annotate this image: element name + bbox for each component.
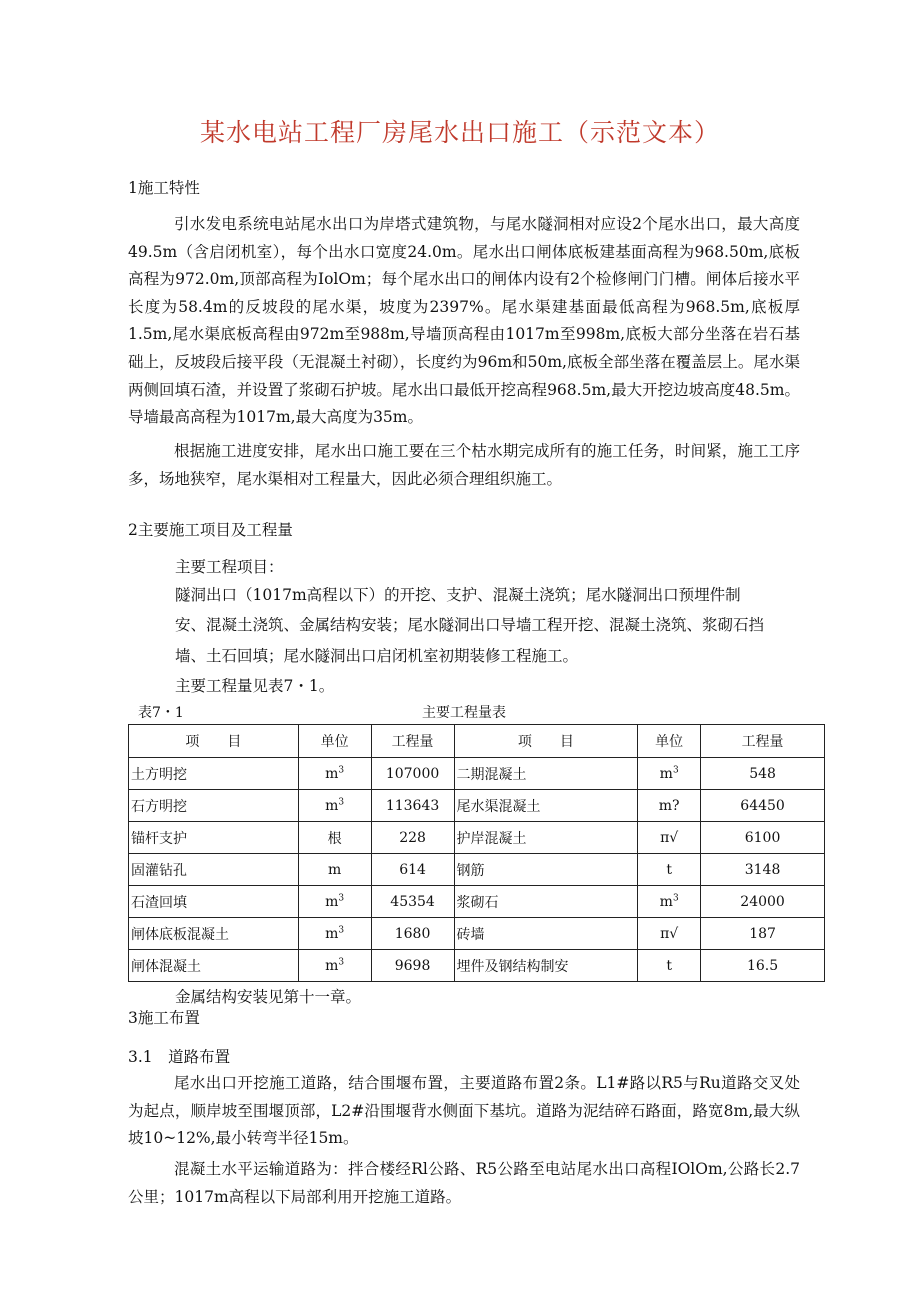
header-quantity: 工程量 (701, 725, 825, 758)
quantity-cell (701, 822, 825, 854)
unit-cell-text: m (328, 861, 342, 878)
unit-cell (638, 758, 701, 790)
table-row (129, 822, 825, 854)
item-cell-text: 闸体底板混凝土 (131, 926, 229, 943)
unit-cell-text: m? (658, 797, 680, 814)
quantity-cell (701, 854, 825, 886)
quantity-cell (701, 950, 825, 982)
item-cell (454, 950, 638, 982)
quantity-cell (371, 854, 454, 886)
item-cell-text: 闸体混凝土 (131, 958, 201, 975)
unit-cell (638, 822, 701, 854)
quantity-cell-text: 614 (399, 861, 426, 878)
unit-superscript: 3 (338, 892, 345, 903)
unit-superscript: 3 (672, 764, 679, 775)
header-item: 项 目 (129, 725, 299, 758)
after-table-note: 金属结构安装见第十一章。 (175, 988, 362, 1006)
unit-cell (298, 822, 371, 854)
header-unit: 单位 (298, 725, 371, 758)
header-unit: 单位 (638, 725, 701, 758)
unit-cell-text: m (325, 925, 339, 942)
quantity-cell-text: 3148 (744, 861, 781, 878)
unit-cell (298, 950, 371, 982)
table-title: 主要工程量表 (422, 705, 506, 721)
item-cell (129, 758, 299, 790)
table-header-row (129, 725, 825, 758)
section-3-1-heading: 3.1 道路布置 (128, 1048, 231, 1066)
unit-cell-text: t (666, 861, 672, 878)
quantity-cell-text: 548 (749, 765, 776, 782)
unit-cell (298, 886, 371, 918)
quantity-cell (371, 950, 454, 982)
quantities-table (128, 724, 825, 982)
quantity-cell-text: 107000 (385, 765, 440, 782)
item-cell-text: 土方明挖 (131, 766, 187, 783)
item-cell (454, 918, 638, 950)
table-number: 表7・1 (138, 705, 184, 721)
unit-superscript: 3 (338, 956, 345, 967)
section-3-paragraph-2: 混凝土水平运输道路为：拌合楼经Rl公路、R5公路至电站尾水出口高程IOlOm,公路长2.7公里；1017m高程以下局部利用开挖施工道路。 (128, 1160, 800, 1206)
quantity-cell-text: 113643 (385, 797, 440, 814)
unit-cell-text: m (325, 797, 339, 814)
item-cell (129, 790, 299, 822)
unit-cell (298, 854, 371, 886)
unit-cell (638, 918, 701, 950)
unit-cell-text: m (659, 893, 673, 910)
item-cell-text: 砖墙 (456, 926, 485, 943)
item-cell-text: 尾水渠混凝土 (456, 798, 541, 815)
quantity-cell (371, 886, 454, 918)
table-row (129, 790, 825, 822)
quantity-cell (371, 918, 454, 950)
table-reference: 主要工程量见表7・1。 (175, 677, 335, 695)
item-cell-text: 埋件及钢结构制安 (456, 958, 569, 975)
section-1-paragraph-1: 引水发电系统电站尾水出口为岸塔式建筑物，与尾水隧洞相对应设2个尾水出口，最大高度49.5m（含启闭机室），每个出水口宽度24.0m。尾水出口闸体底板建基面高程为968.50m,底板高程为972.0m,顶部高程为IolOm；每个尾水出口的闸体内设有2个检修闸门门槽。闸体后接水平长度为58.4m的反坡段的尾水渠，坡度为2397%。尾水渠建基面最低高程为968.5m,底板厚1.5m,尾水渠底板高程由972m至988m,导墙顶高程由1017m至998m,底板大部分坐落在岩石基础上，反坡段后接平段（无混凝土衬砌），长度约为96m和50m,底板全部坐落在覆盖层上。尾水渠两侧回填石渣，并设置了浆砌石护坡。尾水出口最低开挖高程968.5m,最大开挖边坡高度48.5m。导墙最高高程为1017m,最大高度为35m。 (128, 215, 800, 427)
unit-superscript: 3 (338, 796, 345, 807)
unit-superscript: 3 (338, 764, 345, 775)
quantity-cell-text: 228 (399, 829, 426, 846)
quantity-cell-text: 45354 (390, 893, 435, 910)
item-cell-text: 锚杆支护 (131, 830, 187, 847)
quantity-cell (701, 790, 825, 822)
item-cell-text: 石方明挖 (131, 798, 187, 815)
unit-cell-text: t (666, 957, 672, 974)
table-row (129, 758, 825, 790)
unit-cell (298, 758, 371, 790)
unit-cell (638, 950, 701, 982)
quantity-cell (371, 758, 454, 790)
items-line-3: 墙、土石回填；尾水隧洞出口启闭机室初期装修工程施工。 (175, 647, 579, 665)
item-cell (129, 822, 299, 854)
section-2-heading: 2主要施工项目及工程量 (128, 521, 293, 539)
item-cell-text: 护岸混凝土 (456, 830, 527, 847)
item-cell-text: 钢筋 (456, 862, 485, 879)
item-cell-text: 浆砌石 (456, 894, 499, 911)
unit-superscript: 3 (338, 924, 345, 935)
unit-superscript: 3 (672, 892, 679, 903)
unit-cell-text: π√ (660, 829, 679, 846)
quantity-cell (701, 918, 825, 950)
unit-cell-text: m (325, 893, 339, 910)
item-cell (129, 854, 299, 886)
header-item: 项 目 (454, 725, 638, 758)
quantity-cell-text: 6100 (744, 829, 781, 846)
section-3-heading: 3施工布置 (128, 1009, 200, 1027)
items-line-2: 安、混凝土浇筑、金属结构安装；尾水隧洞出口导墙工程开挖、混凝土浇筑、浆砌石挡 (175, 616, 765, 634)
quantity-cell-text: 1680 (394, 925, 431, 942)
section-1-paragraph-2: 根据施工进度安排，尾水出口施工要在三个枯水期完成所有的施工任务，时间紧，施工工序多，场地狭窄，尾水渠相对工程量大，因此必须合理组织施工。 (128, 442, 800, 488)
quantity-cell (371, 790, 454, 822)
items-label: 主要工程项目： (175, 558, 284, 576)
quantity-cell (701, 886, 825, 918)
unit-cell-text: m (659, 765, 673, 782)
unit-cell-text: m (325, 765, 339, 782)
unit-cell (298, 790, 371, 822)
item-cell-text: 二期混凝土 (456, 766, 527, 783)
table-row (129, 886, 825, 918)
unit-cell (638, 854, 701, 886)
item-cell-text: 固灌钻孔 (131, 862, 187, 879)
item-cell (454, 790, 638, 822)
quantity-cell-text: 16.5 (746, 957, 779, 974)
quantity-cell-text: 187 (749, 925, 776, 942)
quantity-cell-text: 9698 (394, 957, 431, 974)
item-cell (454, 854, 638, 886)
unit-cell-text: π√ (660, 925, 679, 942)
unit-cell-text: m (325, 957, 339, 974)
quantity-cell-text: 64450 (740, 797, 785, 814)
item-cell (129, 886, 299, 918)
document-title: 某水电站工程厂房尾水出口施工（示范文本） (199, 118, 720, 147)
item-cell-text: 石渣回填 (131, 894, 187, 911)
item-cell (454, 822, 638, 854)
item-cell (454, 886, 638, 918)
unit-cell (638, 790, 701, 822)
item-cell (454, 758, 638, 790)
items-line-1: 隧洞出口（1017m高程以下）的开挖、支护、混凝土浇筑；尾水隧洞出口预埋件制 (175, 586, 741, 604)
quantity-cell (701, 758, 825, 790)
table-row (129, 854, 825, 886)
unit-cell (638, 886, 701, 918)
quantity-cell (371, 822, 454, 854)
unit-cell-text: 根 (327, 830, 342, 847)
unit-cell (298, 918, 371, 950)
section-3-paragraph-1: 尾水出口开挖施工道路，结合围堰布置，主要道路布置2条。L1#路以R5与Ru道路交叉处为起点，顺岸坡至围堰顶部，L2#沿围堰背水侧面下基坑。道路为泥结碎石路面，路宽8m,最大纵坡10~12%,最小转弯半径15m。 (128, 1074, 800, 1148)
item-cell (129, 950, 299, 982)
section-1-heading: 1施工特性 (128, 179, 200, 197)
header-quantity: 工程量 (371, 725, 454, 758)
table-row (129, 918, 825, 950)
quantity-cell-text: 24000 (740, 893, 785, 910)
table-row (129, 950, 825, 982)
item-cell (129, 918, 299, 950)
